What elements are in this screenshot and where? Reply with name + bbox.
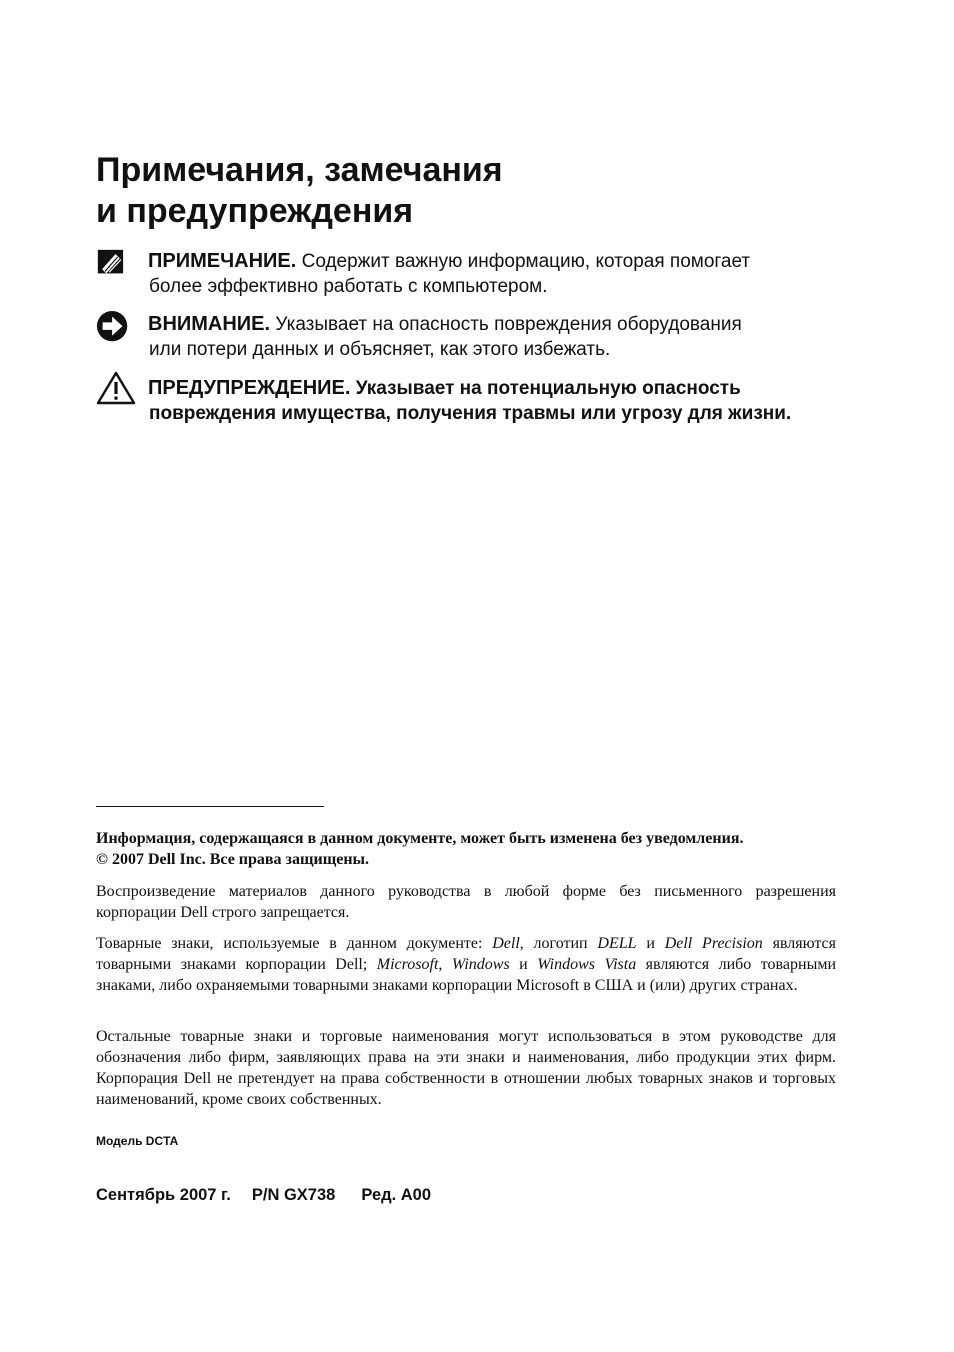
trademark-dell: Dell <box>492 935 520 952</box>
trademarks-text-4: являются товарными знаками корпорации Dell; <box>96 935 837 973</box>
publication-info <box>96 1186 431 1205</box>
warning-triangle-icon <box>96 370 136 406</box>
trademark-windows-vista: Windows Vista <box>537 956 637 973</box>
note-heading: ПРИМЕЧАНИЕ. <box>148 250 297 272</box>
trademarks-text-5: , <box>438 956 452 973</box>
caution-text <box>148 312 848 362</box>
trademarks-text-7: являются либо товарными знаками, либо охраняемыми товарными знаками корпорации Microsoft в США и (или) других странах. <box>96 956 837 994</box>
caution-body-line-2: или потери данных и объясняет, как этого избежать. <box>149 339 611 360</box>
warning-body-line-1: Указывает на потенциальную опасность <box>350 378 741 399</box>
warning-heading: ПРЕДУПРЕЖДЕНИЕ. <box>148 377 351 399</box>
trademark-microsoft: Microsoft <box>376 956 439 973</box>
page-title-line-2: и предупреждения <box>96 192 414 230</box>
reproduction-paragraph: Воспроизведение материалов данного руководства в любой форме без письменного разрешения корпорации Dell строго запрещается. <box>96 883 836 921</box>
publication-date: Сентябрь 2007 г. <box>96 1186 231 1204</box>
page-title-line-1: Примечания, замечания <box>96 151 503 189</box>
page-title <box>96 150 856 232</box>
warning-body-line-2: повреждения имущества, получения травмы или угрозу для жизни. <box>149 403 792 424</box>
legal-info <box>96 828 836 870</box>
trademarks-text-1: Товарные знаки, используемые в данном документе: <box>96 935 493 952</box>
trademarks-text-3: и <box>636 935 665 952</box>
revision: Ред. A00 <box>361 1186 432 1204</box>
note-body-line-1: Содержит важную информацию, которая помогает <box>296 251 751 272</box>
model-number: Модель DCTA <box>96 1134 179 1148</box>
trademark-windows: Windows <box>451 956 510 973</box>
other-trademarks-paragraph: Остальные товарные знаки и торговые наименования могут использоваться в этом руководстве для обозначения либо фирм, заявляющих права на эти знаки и наименования, либо продукции этих фирм. Корпорация Dell не претендует на права собственности в отношении любых товарных знаков и торговых наименований, кроме своих собственных. <box>96 1028 836 1108</box>
caution-body-line-1: Указывает на опасность повреждения оборудования <box>270 314 742 335</box>
trademark-dell-logo: DELL <box>597 935 637 952</box>
legal-info-line-1: Информация, содержащаяся в данном документе, может быть изменена без уведомления. <box>96 830 744 847</box>
part-number: P/N GX738 <box>251 1186 336 1204</box>
trademark-dell-precision: Dell Precision <box>664 935 763 952</box>
warning-text <box>148 376 848 426</box>
trademarks-text-2: , логотип <box>519 935 598 952</box>
trademarks-paragraph <box>96 933 836 996</box>
notice-arrow-icon <box>96 310 132 346</box>
footnote-divider <box>96 806 324 807</box>
trademarks-text-6: и <box>509 956 538 973</box>
note-pencil-icon <box>96 249 130 281</box>
note-text <box>148 249 848 299</box>
note-body-line-2: более эффективно работать с компьютером. <box>149 276 548 297</box>
copyright-line: © 2007 Dell Inc. Все права защищены. <box>96 851 370 868</box>
caution-heading: ВНИМАНИЕ. <box>148 313 271 335</box>
